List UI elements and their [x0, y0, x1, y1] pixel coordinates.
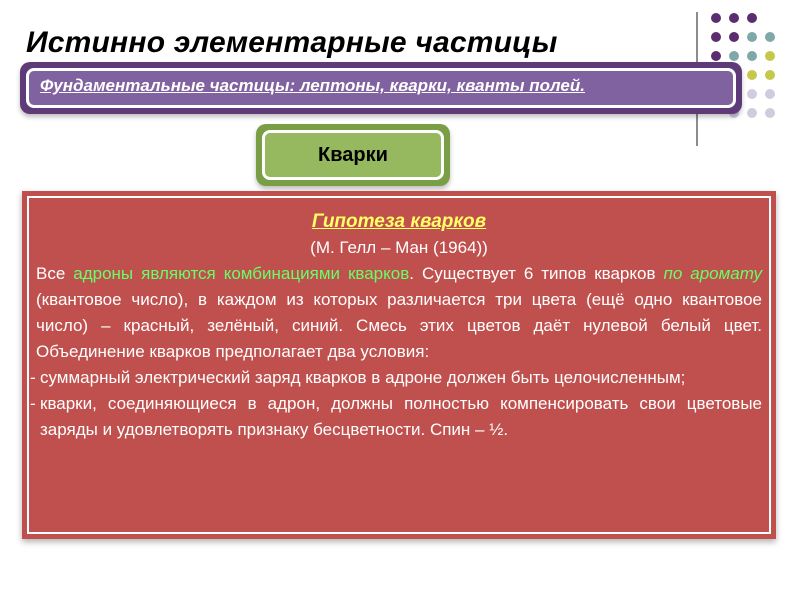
dot — [765, 32, 775, 42]
quarks-button-frame[interactable] — [262, 130, 444, 180]
dot — [747, 51, 757, 61]
dot — [729, 32, 739, 42]
para-text: Все — [36, 264, 74, 283]
quarks-button-label: Кварки — [318, 143, 388, 166]
dash-bullet: - — [30, 394, 36, 413]
topic-banner — [20, 62, 742, 114]
slide-title: Истинно элементарные частицы — [26, 26, 558, 59]
dot — [747, 89, 757, 99]
dot — [747, 32, 757, 42]
dot — [765, 108, 775, 118]
topic-banner-text[interactable]: Фундаментальные частицы: лептоны, кварки, кванты полей. — [40, 76, 585, 95]
dot — [747, 13, 757, 23]
condition-text-2: кварки, соединяющиеся в адрон, должны полностью компенсировать свои цветовые заряды и удовлетворять признаку бесцветности. Спин – ½. — [40, 394, 762, 439]
condition-text-1: суммарный электрический заряд кварков в адроне должен быть целочисленным; — [40, 368, 686, 387]
hypothesis-card — [22, 191, 776, 539]
dot — [711, 32, 721, 42]
hypothesis-author: (М. Гелл – Ман (1964)) — [310, 238, 488, 257]
dot — [729, 13, 739, 23]
condition-item-1 — [30, 365, 768, 391]
quarks-button[interactable] — [256, 124, 450, 186]
dot — [711, 51, 721, 61]
hypothesis-content — [30, 209, 768, 443]
hadrons-highlight: адроны являются комбинациями кварков — [73, 264, 410, 283]
hypothesis-title: Гипотеза кварков — [311, 211, 487, 232]
dot — [765, 51, 775, 61]
dash-bullet: - — [30, 368, 36, 387]
hypothesis-paragraph — [30, 261, 768, 365]
para-text: (квантовое число), в каждом из которых различается три цвета (ещё одно квантовое число) – красный, зелёный, синий. Смесь этих цветов даёт нулевой белый цвет. Объединение кварков предполагает два условия: — [36, 290, 762, 361]
para-text: . Существует 6 типов кварков — [409, 264, 664, 283]
condition-item-2 — [30, 391, 768, 443]
dot — [729, 51, 739, 61]
dot — [747, 70, 757, 80]
flavor-highlight: по аромату — [663, 264, 762, 283]
dot — [765, 70, 775, 80]
dot — [711, 13, 721, 23]
dot — [765, 89, 775, 99]
dot — [747, 108, 757, 118]
